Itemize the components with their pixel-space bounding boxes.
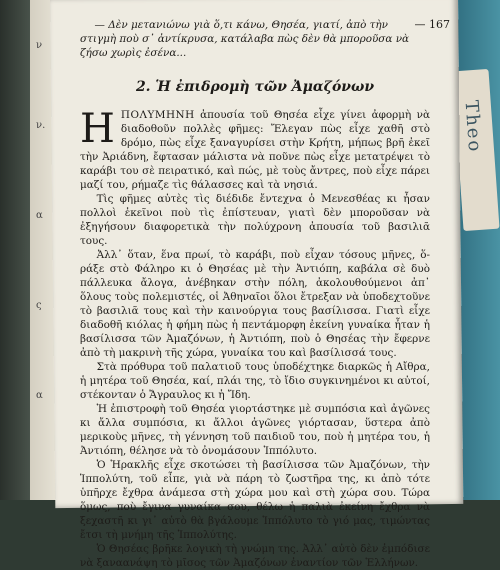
book-spine-text: Theo (460, 99, 486, 154)
paragraph: Τὶς φῆμες αὐτὲς τὶς διέδιδε ἔντεχνα ὁ Μενεσθέας κι ἦσαν πολλοὶ ἐκεῖνοι ποὺ τὶς ἐπίστευαν, γιατὶ δὲν μποροῦσαν νὰ ἐξηγήσουν διαφορετικὰ τὴν πολύχρονη ἀπουσία τοῦ βασιλιᾶ τους. (80, 193, 430, 247)
intro-line: — Δὲν μετανιώνω γιὰ ὅ,τι κάνω, Θησέα, γιατί, ἀπὸ τὴν (94, 19, 388, 31)
prev-page-fragment: α (36, 390, 43, 401)
first-paragraph (80, 108, 430, 192)
prev-page-fragment: ν (36, 40, 43, 51)
paragraph: Ὁ Θησέας βρῆκε λογικὴ τὴ γνώμη της. Ἀλλ᾽ αὐτὸ δὲν ἐμπόδισε νὰ ξαναανάψη τὸ μῖσος τῶν Ἀμαζόνων ἐναντίον τῶν Ἑλλήνων. (80, 543, 430, 569)
paragraph-text: ἀπουσία τοῦ Θησέα εἶχε γίνει ἀφορμὴ νὰ διαδοθοῦν πολλὲς φῆμες: Ἔλεγαν πὼς εἶχε χαθῆ στὸ δρόμο, πὼς εἶχε ξαναγυρίσει στὴν Κρήτη, μήπως βρῆ ἐκεῖ τὴν Ἀριάδνη, ἔφτασαν μάλιστα νὰ ποῦνε πὼς εἶχε μετατρέψει τὸ καράβι του σὲ πειρατικό, καὶ πώς, μὲ τοὺς ἄντρες, ποὺ εἶχε πάρει μαζί του, ρήμαζε τὶς θάλασσες καὶ τὰ νησιά. (80, 109, 430, 191)
chapter-heading: 2. Ἡ ἐπιδρομὴ τῶν Ἀμαζόνων (135, 79, 375, 95)
prev-page-fragment: α (36, 210, 43, 221)
page-number: — 167 (414, 18, 450, 31)
background-left (0, 0, 30, 500)
paragraph: Ὁ Ἡρακλῆς εἶχε σκοτώσει τὴ βασίλισσα τῶν Ἀμαζόνων, τὴν Ἱππολύτη, τοῦ εἶπε, γιὰ νὰ πάρη τὸ ζωστῆρα της, κι ἀπὸ τότε ὑπῆρχε ἔχθρα ἀνάμεσα στὴ χώρα μου καὶ στὴ χώρα σου. Τώρα ὅμως, ποὺ ἔγινα γυναίκα σου, θέλω ἡ παλιὰ ἐκείνη ἔχθρα νὰ ξεχαστῆ κι γι᾽ αὐτὸ θὰ βγάλουμε Ἱππόλυτο τὸ γιό μας, τιμώντας ἔτσι τὴ μνήμη τῆς Ἱππολύτης. (80, 459, 430, 541)
paragraph: Ἀλλ᾽ ὅταν, ἕνα πρωί, τὸ καράβι, ποὺ εἶχαν τόσους μῆνες, ὅ-ράξε στὸ Φάληρο κι ὁ Θησέας μὲ τὴν Ἀντιόπη, καβάλα σὲ δυὸ πάλλευκα ἄλογα, ἀνέβηκαν στὴν πόλη, ἀκολουθούμενοι ἀπ᾽ ὅλους τοὺς πολεμιστές, οἱ Ἀθηναῖοι ὅλοι ἔτρεξαν νὰ ὑποδεχτοῦνε τὸ βασιλιᾶ τους καὶ τὴν καινούργια τους βασίλισσα. Γιατὶ εἶχε διαδοθῆ κιόλας ἡ φήμη πὼς ἡ πεντάμορφη ἐκείνη γυναίκα ἦταν ἡ βασίλισσα τῶν Ἀμαζόνων, ἡ Ἀντιόπη, ποὺ ὁ Θησέας τὴν ἔφερνε ἀπὸ τὴ μακρινὴ τῆς χώρα, γυναίκα του καὶ βασίλισσά τους. (80, 249, 430, 359)
paragraph: Ἡ ἐπιστροφὴ τοῦ Θησέα γιορτάστηκε μὲ συμπόσια καὶ ἀγῶνες κι ἄλλα συμπόσια, κι ἄλλοι ἀγῶνες γιόρτασαν, ὕστερα ἀπὸ μερικοὺς μῆνες, τὴ γέννηση τοῦ παιδιοῦ του, ποὺ ἡ μητέρα του, ἡ Ἀντιόπη, θέλησε νὰ τὸ ὀνομάσουν Ἱππόλυτο. (80, 403, 430, 457)
page-content (80, 6, 450, 570)
prev-page-fragment: ς (36, 300, 42, 311)
drop-cap: Η (80, 106, 115, 152)
intro-line: στιγμὴ ποὺ σ᾽ ἀντίκρυσα, κατάλαβα πὼς δὲν θὰ μποροῦσα νὰ ζήσω χωρὶς ἐσένα... (80, 33, 410, 59)
paragraph: Στὰ πρόθυρα τοῦ παλατιοῦ τους ὑποδέχτηκε διαρκῶς ἡ Αἴθρα, ἡ μητέρα τοῦ Θησέα, καί, πλάι της, τὸ ἴδιο συγκινημένοι κι αὐτοί, στέκονταν ὁ Ἄγραυλος κι ἡ Ἴδη. (80, 361, 430, 401)
first-word: ΠΟΛΥΜΗΝΗ (120, 109, 195, 121)
prev-page-fragment: ν. (36, 120, 46, 131)
